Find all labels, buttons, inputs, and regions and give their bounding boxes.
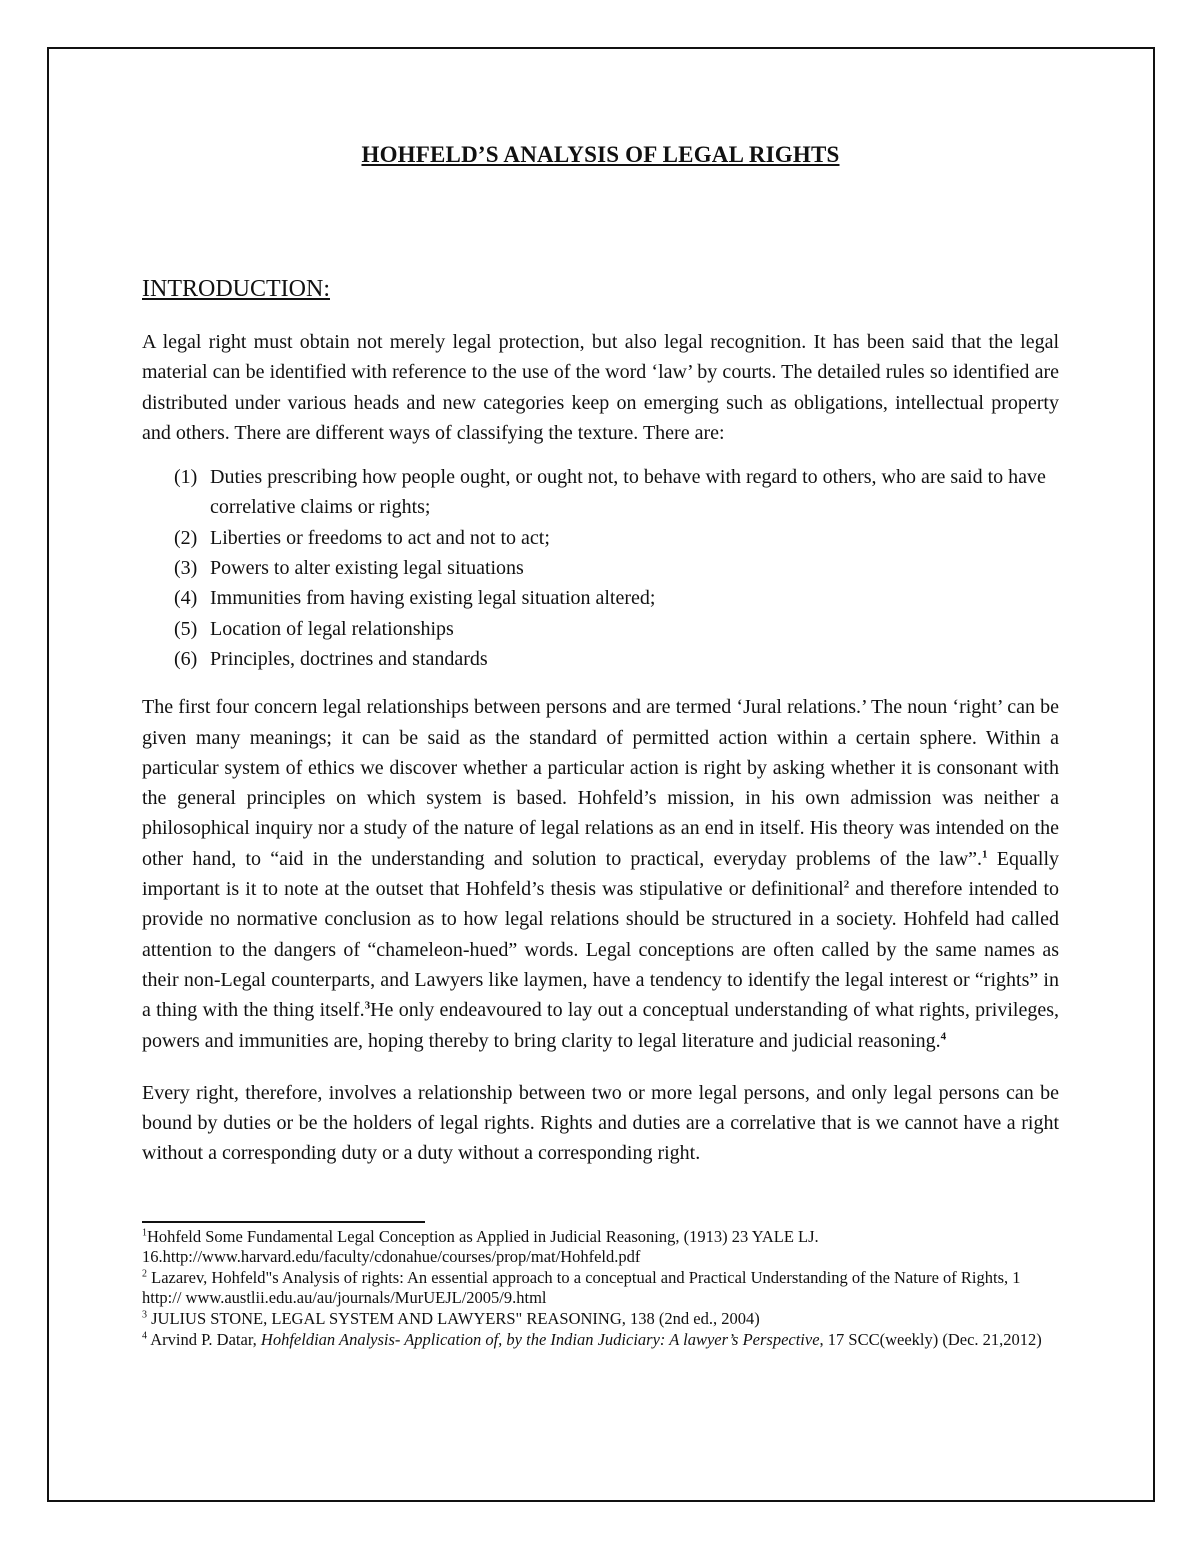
list-item — [142, 614, 1059, 644]
intro-paragraph: A legal right must obtain not merely legal protection, but also legal recognition. It has been said that the legal material can be identified with reference to the use of the word ‘law’ by courts. The detailed rules so identified are distributed under various heads and new categories keep on emerging such as obligations, intellectual property and others. There are different ways of classifying the texture. There are: — [142, 331, 1059, 444]
document-body — [142, 142, 1059, 1351]
list-item-number: (2) — [174, 526, 198, 549]
list-item-text: Principles, doctrines and standards — [210, 647, 488, 670]
footnote-text: Lazarev, Hohfeld"s Analysis of rights: An essential approach to a conceptual and Practical Understanding of the Nature of Rights, 1 http:// www.austlii.edu.au/au/journals/MurUEJL/2005/9.html — [142, 1267, 1021, 1307]
list-item — [142, 553, 1059, 583]
footnote-ref-4[interactable]: 4 — [940, 1029, 947, 1042]
list-item-number: (6) — [174, 647, 198, 670]
footnote-mark: 2 — [142, 1268, 147, 1280]
footnote-4 — [142, 1330, 1059, 1350]
paragraph-text: He only endeavoured to lay out a conceptual understanding of what rights, privileges, powers and immunities are, hoping thereby to bring clarity to legal literature and judicial reasoning. — [142, 999, 1059, 1052]
list-item-text: Immunities from having existing legal situation altered; — [210, 587, 656, 610]
paragraph-text: The first four concern legal relationships between persons and are termed ‘Jural relations.’ The noun ‘right’ can be given many meanings; it can be said as the standard of permitted action within a certain sphere. Within a particular system of ethics we discover whether a particular action is right by asking whether it is consonant with the general principles on which system is based. Hohfeld’s mission, in his own admission was neither a philosophical inquiry nor a study of the nature of legal relations as an end in itself. His theory was intended on the other hand, to “aid in the understanding and solution to practical, everyday problems of the law”. — [142, 696, 1059, 870]
footnote-text: Hohfeld Some Fundamental Legal Conception as Applied in Judicial Reasoning, (1913) 23 YALE LJ. 16.http://www.harvard.edu/faculty/cdonahue/courses/prop/mat/Hohfeld.pdf — [142, 1226, 819, 1266]
list-item — [142, 583, 1059, 613]
paragraph-text: and therefore intended to provide no normative conclusion as to how legal relations should be structured in a society. Hohfeld had called attention to the dangers of “chameleon-hued” words. Legal conceptions are often called by the same names as their non-Legal counterparts, and Lawyers like laymen, have a tendency to identify the legal interest or “rights” in a thing with the thing itself. — [142, 878, 1059, 1022]
paragraph-text: Equally important is it to note at the outset that Hohfeld’s thesis was stipulative or definitional — [142, 847, 1059, 901]
footnote-title-italic: Hohfeldian Analysis- Application of, by the Indian Judiciary: A lawyer’s Perspective — [260, 1329, 820, 1349]
correlative-paragraph: Every right, therefore, involves a relationship between two or more legal persons, and only legal persons can be bound by duties or be the holders of legal rights. Rights and duties are a correlative that is we cannot have a right without a corresponding duty or a duty without a corresponding right. — [142, 1081, 1059, 1165]
footnote-2 — [142, 1268, 1059, 1308]
list-item-text: Duties prescribing how people ought, or ought not, to behave with regard to others, who are said to have correlative claims or rights; — [210, 466, 1046, 519]
list-item-text: Liberties or freedoms to act and not to act; — [210, 526, 550, 549]
footnote-separator — [142, 1221, 425, 1223]
footnote-text: JULIUS STONE, LEGAL SYSTEM AND LAWYERS" REASONING, 138 (2nd ed., 2004) — [147, 1308, 760, 1328]
list-item-number: (5) — [174, 617, 198, 640]
jural-relations-paragraph — [142, 692, 1059, 1056]
list-item-number: (1) — [174, 466, 198, 489]
footnote-text: , 17 SCC(weekly) (Dec. 21,2012) — [819, 1329, 1042, 1349]
footnote-1 — [142, 1227, 1059, 1267]
footnote-3 — [142, 1309, 1059, 1329]
footnote-text: Arvind P. Datar, — [147, 1329, 261, 1349]
list-item — [142, 462, 1059, 523]
list-item-text: Powers to alter existing legal situations — [210, 557, 524, 580]
list-item-number: (4) — [174, 587, 198, 610]
footnote-ref-2[interactable]: 2 — [843, 878, 850, 891]
footnote-mark: 3 — [142, 1309, 147, 1321]
footnote-ref-3[interactable]: 3 — [364, 999, 371, 1012]
document-title: HOHFELD’S ANALYSIS OF LEGAL RIGHTS — [361, 142, 840, 167]
list-item — [142, 644, 1059, 674]
section-heading-introduction: INTRODUCTION: — [142, 276, 330, 302]
footnote-ref-1[interactable]: 1 — [982, 848, 988, 861]
list-item-text: Location of legal relationships — [210, 617, 454, 640]
list-item-number: (3) — [174, 557, 198, 580]
list-item — [142, 523, 1059, 553]
footnote-mark: 1 — [142, 1227, 147, 1239]
footnotes — [142, 1221, 1059, 1350]
rights-list — [142, 462, 1059, 674]
footnote-mark: 4 — [142, 1330, 147, 1342]
